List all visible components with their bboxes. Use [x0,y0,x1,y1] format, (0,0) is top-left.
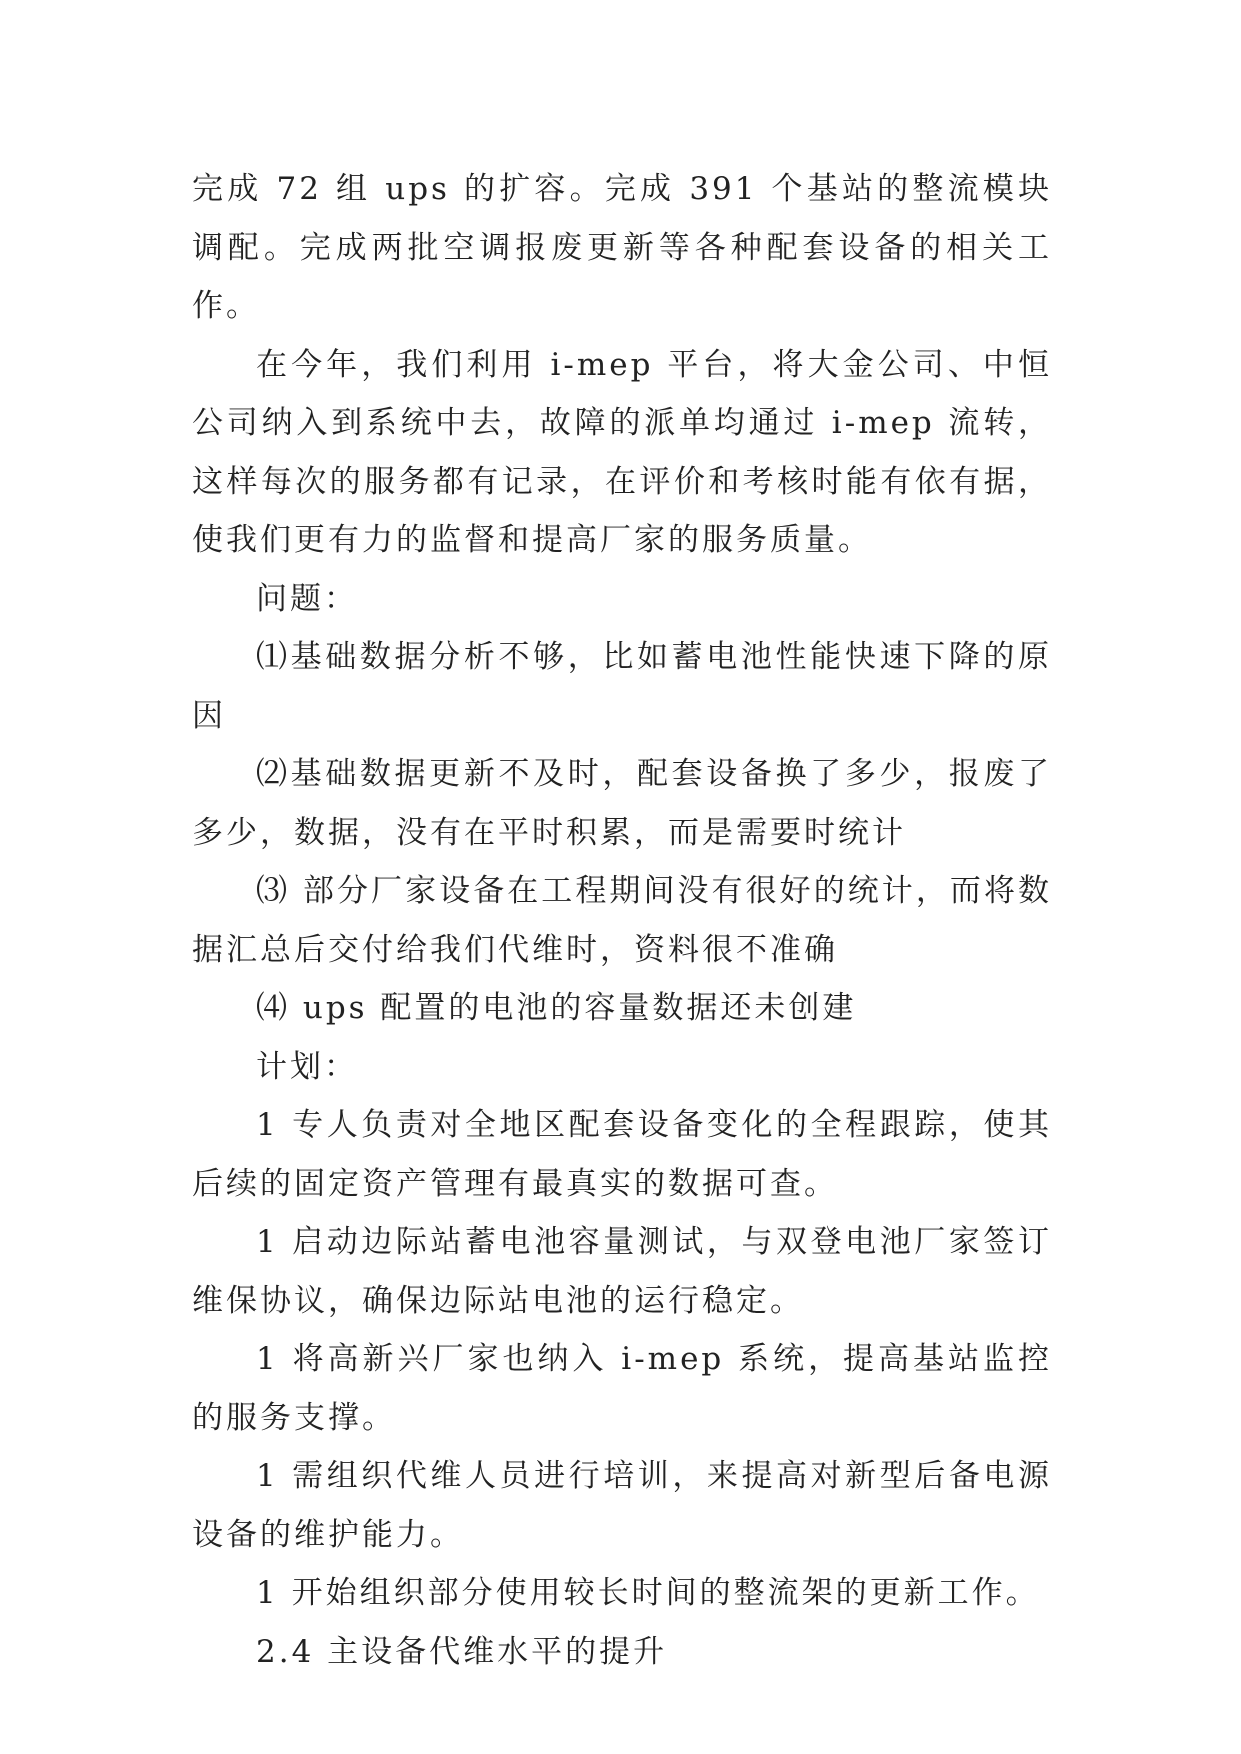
document-body [192,160,1052,1681]
plan-item-3: 1 将高新兴厂家也纳入 i-mep 系统，提高基站监控的服务支撑。 [192,1341,1052,1436]
problem-item-3: ⑶ 部分厂家设备在工程期间没有很好的统计，而将数据汇总后交付给我们代维时，资料很不准确 [192,873,1052,968]
heading-plan: 计划： [256,1048,358,1085]
section-heading-2-4: 2.4 主设备代维水平的提升 [256,1633,668,1670]
problem-item-4: ⑷ ups 配置的电池的容量数据还未创建 [256,990,857,1026]
paragraph-imep-platform: 在今年，我们利用 i-mep 平台，将大金公司、中恒公司纳入到系统中去，故障的派单均通过 i-mep 流转，这样每次的服务都有记录，在评价和考核时能有依有据，使我们更有力的监督和提高厂家的服务质量。 [192,346,1052,558]
plan-item-5: 1 开始组织部分使用较长时间的整流架的更新工作。 [256,1575,1040,1611]
problem-item-1: ⑴基础数据分析不够，比如蓄电池性能快速下降的原因 [192,639,1052,734]
paragraph-ups-expansion: 完成 72 组 ups 的扩容。完成 391 个基站的整流模块调配。完成两批空调报废更新等各种配套设备的相关工作。 [192,171,1052,324]
plan-item-4: 1 需组织代维人员进行培训，来提高对新型后备电源设备的维护能力。 [192,1458,1052,1553]
plan-item-2: 1 启动边际站蓄电池容量测试，与双登电池厂家签订维保协议，确保边际站电池的运行稳定。 [192,1224,1052,1319]
problem-item-2: ⑵基础数据更新不及时，配套设备换了多少，报废了多少，数据，没有在平时积累，而是需要时统计 [192,756,1052,851]
plan-item-1: 1 专人负责对全地区配套设备变化的全程跟踪，使其后续的固定资产管理有最真实的数据可查。 [192,1107,1052,1202]
heading-problems: 问题： [256,580,358,617]
